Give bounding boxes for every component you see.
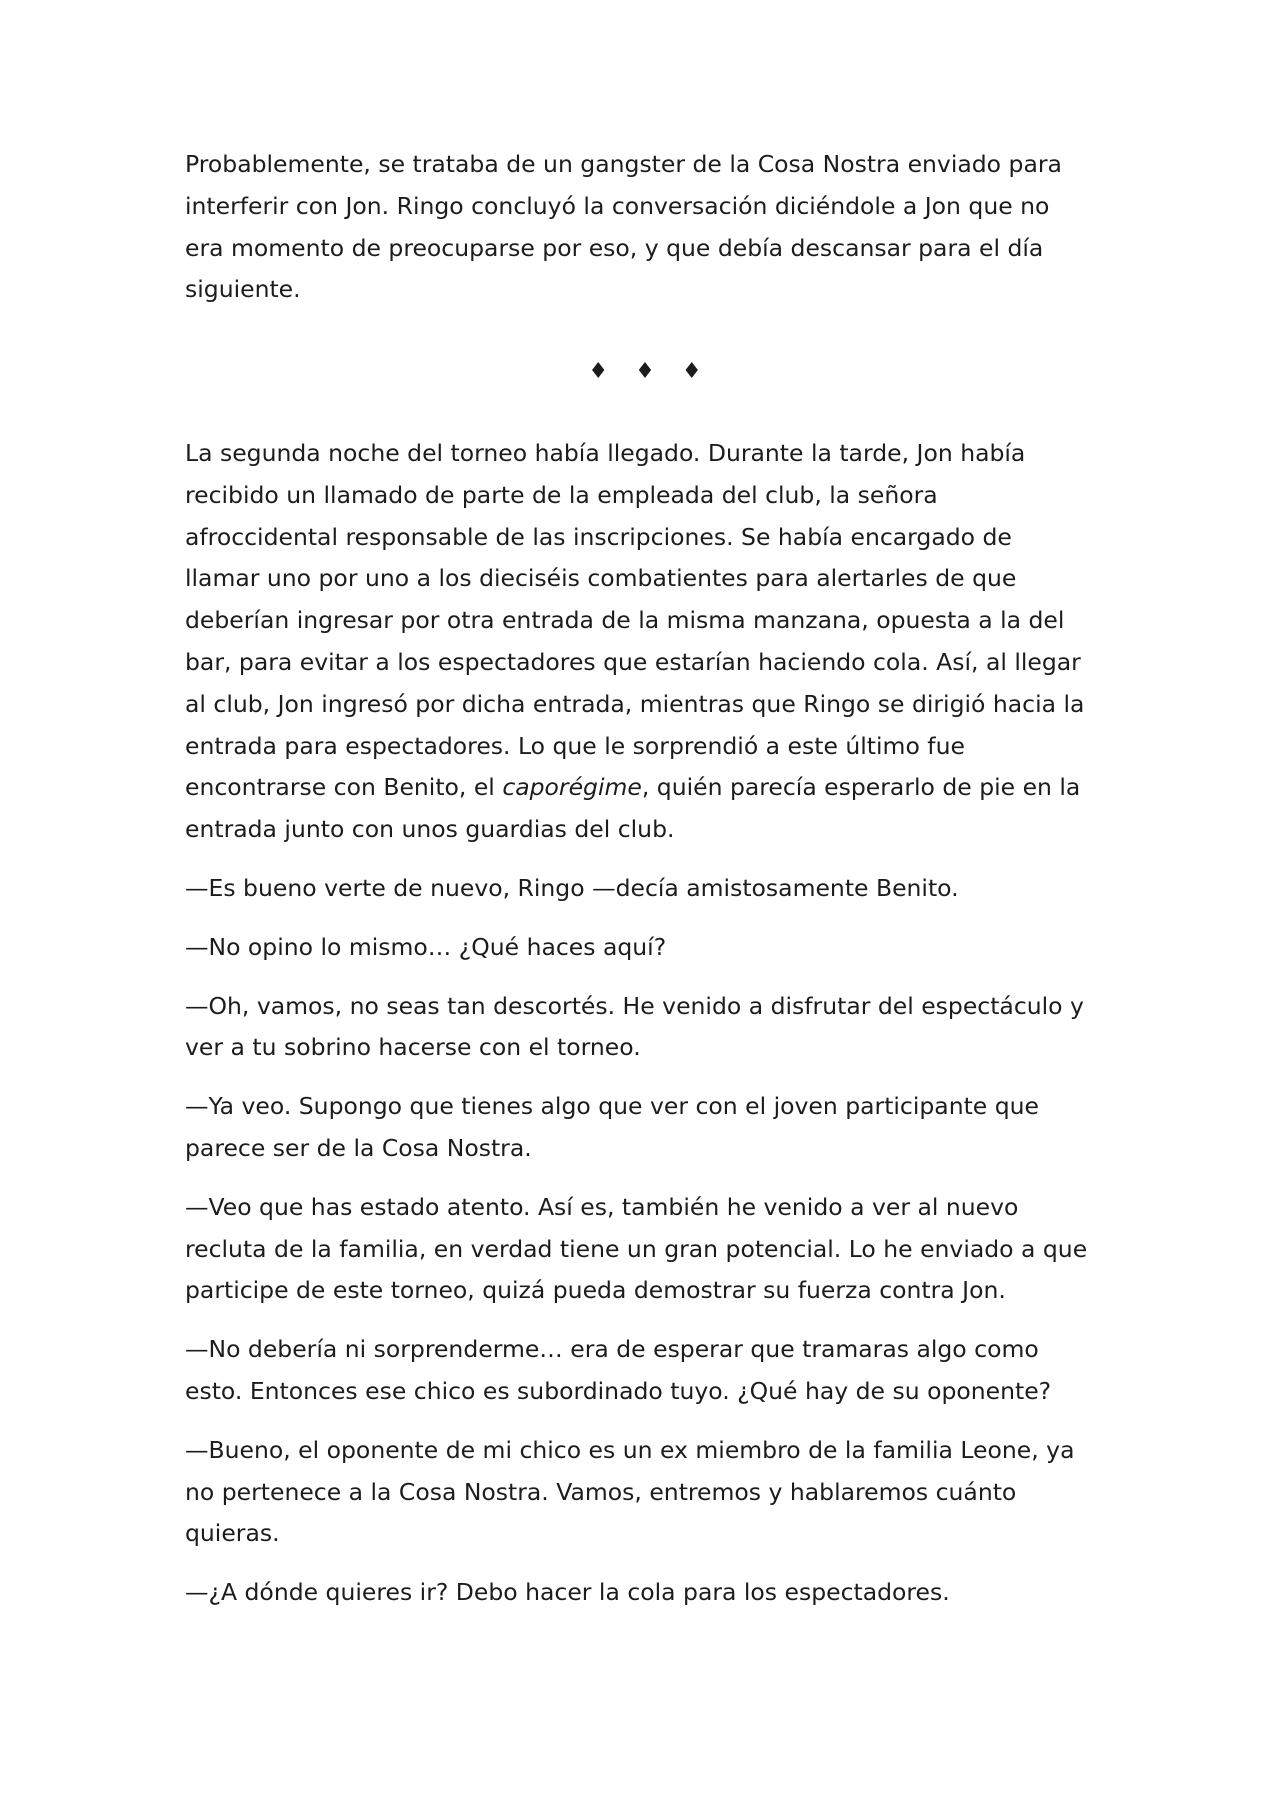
text-line: bar, para evitar a los espectadores que estarían haciendo cola. Así, al llegar [185,647,1081,676]
text-line: esto. Entonces ese chico es subordinado tuyo. ¿Qué hay de su oponente? [185,1376,1052,1405]
text-line: recluta de la familia, en verdad tiene un gran potencial. Lo he enviado a que [185,1234,1088,1263]
document-body [185,144,1105,1614]
dialogue-paragraph [185,1187,1105,1312]
dialogue-paragraph [185,986,1105,1070]
text-line: recibido un llamado de parte de la empleada del club, la señora [185,480,938,509]
scene-separator: ♦ ♦ ♦ [588,359,712,385]
text-line: La segunda noche del torneo había llegado. Durante la tarde, Jon había [185,438,1026,467]
text-line: era momento de preocuparse por eso, y que debía descansar para el día [185,233,1044,262]
dialogue-paragraph [185,1086,1105,1170]
italic-term: caporégime [502,773,642,802]
dialogue-paragraph [185,1329,1105,1413]
text-line: no pertenece a la Cosa Nostra. Vamos, entremos y hablaremos cuánto [185,1477,1017,1506]
paragraph [185,433,1105,851]
text-line: —No debería ni sorprenderme… era de esperar que tramaras algo como [185,1335,1039,1364]
text-line: entrada para espectadores. Lo que le sorprendió a este último fue [185,731,965,760]
text-line: interferir con Jon. Ringo concluyó la conversación diciéndole a Jon que no [185,191,1050,220]
text-line: —Es bueno verte de nuevo, Ringo —decía amistosamente Benito. [185,873,959,902]
text-line: ver a tu sobrino hacerse con el torneo. [185,1033,641,1062]
text-line: parece ser de la Cosa Nostra. [185,1133,532,1162]
text-line: entrada junto con unos guardias del club. [185,815,675,844]
dialogue-paragraph [185,1430,1105,1555]
text-line: deberían ingresar por otra entrada de la misma manzana, opuesta a la del [185,606,1065,635]
text-line: —Veo que has estado atento. Así es, también he venido a ver al nuevo [185,1192,1019,1221]
dialogue-paragraph [185,927,1105,969]
text-line: —No opino lo mismo… ¿Qué haces aquí? [185,932,667,961]
text-fragment: encontrarse con Benito, el [185,773,503,802]
text-line: —Bueno, el oponente de mi chico es un ex miembro de la familia Leone, ya [185,1435,1075,1464]
text-line: participe de este torneo, quizá pueda demostrar su fuerza contra Jon. [185,1276,1006,1305]
text-line: al club, Jon ingresó por dicha entrada, mientras que Ringo se dirigió hacia la [185,689,1085,718]
text-line: afroccidental responsable de las inscripciones. Se había encargado de [185,522,1012,551]
text-fragment: , quién parecía esperarlo de pie en la [641,773,1081,802]
dialogue-paragraph [185,868,1105,910]
text-line: —Ya veo. Supongo que tienes algo que ver con el joven participante que [185,1092,1040,1121]
text-line: —¿A dónde quieres ir? Debo hacer la cola para los espectadores. [185,1578,950,1607]
dialogue-paragraph [185,1572,1105,1614]
text-line: quieras. [185,1519,280,1548]
text-line [185,767,1105,809]
text-line: siguiente. [185,275,301,304]
text-line: Probablemente, se trataba de un gangster de la Cosa Nostra enviado para [185,150,1062,178]
paragraph [185,144,1105,311]
text-line: llamar uno por uno a los dieciséis combatientes para alertarles de que [185,564,1017,593]
text-line: —Oh, vamos, no seas tan descortés. He venido a disfrutar del espectáculo y [185,991,1084,1020]
